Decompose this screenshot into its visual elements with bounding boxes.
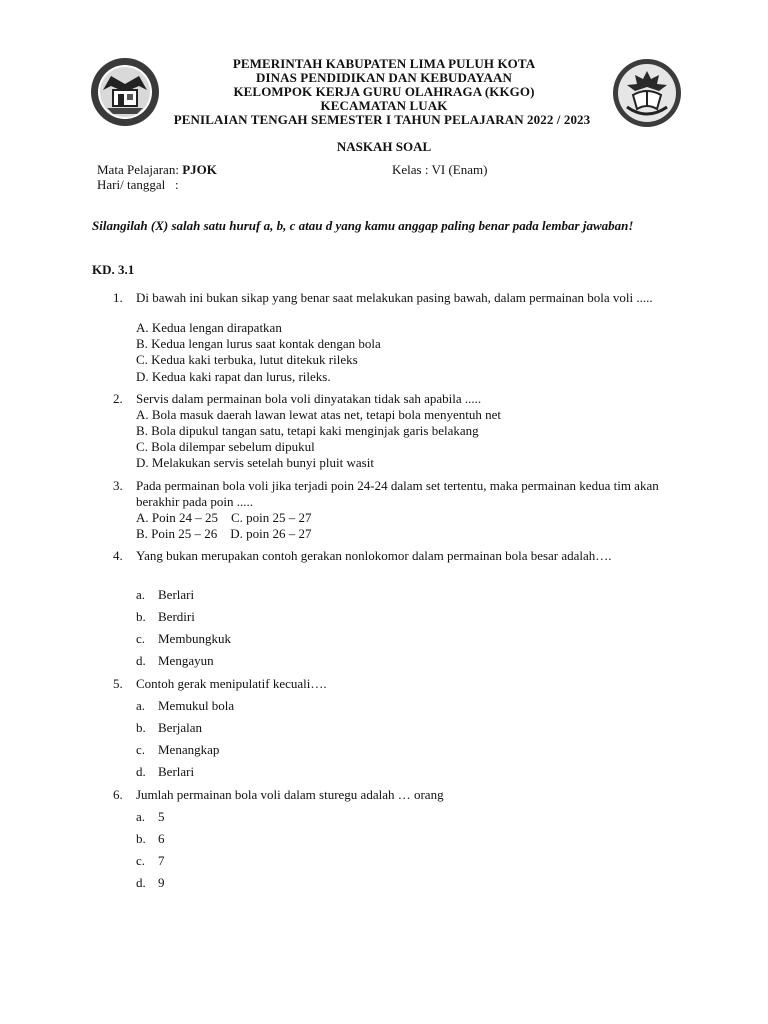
option: A. Bola masuk daerah lawan lewat atas net, tetapi bola menyentuh net [136,407,501,422]
question-text: Yang bukan merupakan contoh gerakan nonlokomor dalam permainan bola besar adalah…. [136,548,612,563]
option-letter: a. [136,587,146,602]
option: B. Kedua lengan lurus saat kontak dengan bola [136,336,381,351]
subject-line [97,162,217,178]
education-ministry-logo [611,57,683,129]
option-letter: d. [136,875,146,890]
option: A. Kedua lengan dirapatkan [136,320,282,335]
option-letter: c. [136,853,146,868]
option-letter: b. [136,720,146,735]
option-letter: a. [136,698,146,713]
option: 9 [158,875,165,890]
question-text: Contoh gerak menipulatif kecuali…. [136,676,327,691]
option-letter: a. [136,809,146,824]
question-number: 5. [113,676,123,691]
option: 6 [158,831,165,846]
option-letter: b. [136,831,146,846]
option: Berlari [158,764,195,779]
header-line-1: PEMERINTAH KABUPATEN LIMA PULUH KOTA [232,56,536,71]
option-letter: c. [136,742,146,757]
option: D. Kedua kaki rapat dan lurus, rileks. [136,369,331,384]
header-line-4: KECAMATAN LUAK [320,98,448,113]
option: D. Melakukan servis setelah bunyi pluit wasit [136,455,374,470]
instruction-text: Silangilah (X) salah satu huruf a, b, c atau d yang kamu anggap paling benar pada lembar jawaban! [92,218,634,233]
question-number: 4. [113,548,123,563]
date-line: Hari/ tanggal : [97,177,179,192]
letterhead [130,57,638,127]
option: Memukul bola [158,698,235,713]
header-line-5: PENILAIAN TENGAH SEMESTER I TAHUN PELAJARAN 2022 / 2023 [173,112,591,127]
question-number: 6. [113,787,123,802]
option: A. Poin 24 – 25 C. poin 25 – 27 [136,510,312,525]
option: Mengayun [158,653,214,668]
option: C. Bola dilempar sebelum dipukul [136,439,315,454]
question-text: Pada permainan bola voli jika terjadi poin 24-24 dalam set tertentu, maka permainan kedua tim akan berakhir pada poin ..... [136,478,659,510]
option-letter: c. [136,631,146,646]
option: Membungkuk [158,631,231,646]
question-number: 2. [113,391,123,406]
option: Menangkap [158,742,220,757]
question-number: 1. [113,290,123,305]
option: B. Bola dipukul tangan satu, tetapi kaki menginjak garis belakang [136,423,479,438]
question-text: Di bawah ini bukan sikap yang benar saat melakukan pasing bawah, dalam permainan bola voli ..... [136,290,653,305]
option: Berdiri [158,609,195,624]
option: Berjalan [158,720,203,735]
option: C. Kedua kaki terbuka, lutut ditekuk rileks [136,352,358,367]
question-text: Jumlah permainan bola voli dalam sturegu adalah … orang [136,787,444,802]
option: 5 [158,809,165,824]
header-line-3: KELOMPOK KERJA GURU OLAHRAGA (KKGO) [233,84,535,99]
option-letter: b. [136,609,146,624]
document-title: NASKAH SOAL [336,139,432,154]
competency-code: KD. 3.1 [92,262,135,277]
subject-label: Mata Pelajaran: [97,162,179,177]
class-line: Kelas : VI (Enam) [392,162,488,177]
header-line-2: DINAS PENDIDIKAN DAN KEBUDAYAAN [255,70,513,85]
option: 7 [158,853,165,868]
option-letter: d. [136,653,146,668]
question-text: Servis dalam permainan bola voli dinyatakan tidak sah apabila ..... [136,391,482,406]
question-number: 3. [113,478,123,493]
subject-value: PJOK [182,162,217,177]
option: B. Poin 25 – 26 D. poin 26 – 27 [136,526,312,541]
option: Berlari [158,587,195,602]
option-letter: d. [136,764,146,779]
